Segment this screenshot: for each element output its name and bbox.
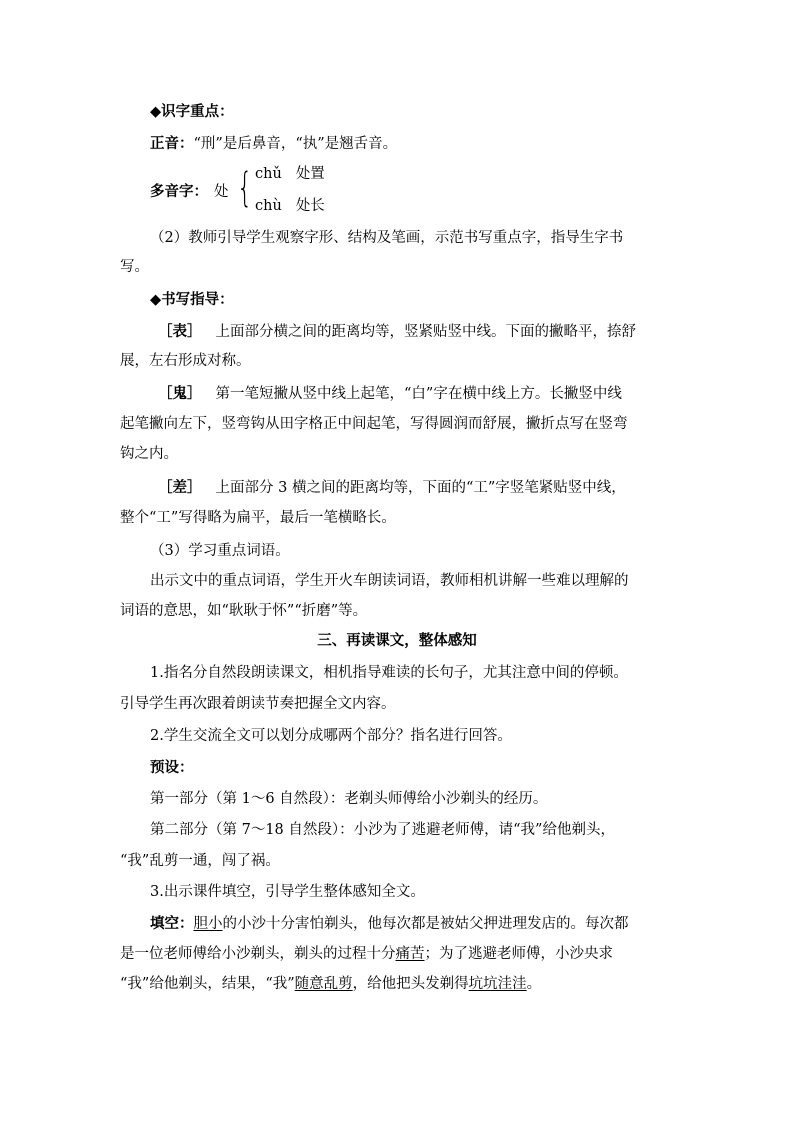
section-heading-writing-guide: ◆书写指导： [150, 291, 234, 308]
writing-guide-cha [158, 478, 626, 498]
paragraph-line: 展，左右形成对称。 [120, 353, 251, 369]
polyphonic-reading-1 [255, 164, 325, 184]
blank-answer: 胆小 [193, 916, 223, 932]
section-heading-key-characters: ◆识字重点： [150, 103, 234, 120]
fill-blank-line-3 [120, 974, 541, 994]
fill-blank-line-2 [120, 944, 613, 964]
guide-text: 上面部分横之间的距离均等，竖紧贴竖中线。下面的撇略平，捺舒 [215, 324, 636, 340]
char-label-biao: ［表］ [158, 323, 202, 340]
guide-text: 上面部分 3 横之间的距离均等，下面的“工”字竖笔紧贴竖中线， [215, 480, 626, 496]
fill-text: ，给他把头发剃得 [352, 976, 469, 992]
fill-text: “我”给他剃头，结果，“我” [120, 976, 295, 992]
word-2: 处长 [295, 198, 325, 214]
pronunciation-text: “刑”是后鼻音，“执”是翘舌音。 [193, 136, 398, 152]
paragraph-line: 2.学生交流全文可以划分成哪两个部分？指名进行回答。 [150, 728, 512, 744]
pronunciation-label: 正音： [150, 135, 194, 152]
paragraph-line: 整个“工”写得略为扁平，最后一笔横略长。 [120, 510, 396, 526]
paragraph-line: 第二部分（第 7～18 自然段）：小沙为了逃避老师傅，请“我”给他剃头， [150, 822, 615, 838]
paragraph-line: 钩之内。 [120, 446, 178, 462]
fill-text: ；为了逃避老师傅，小沙央求 [424, 946, 613, 962]
paragraph-line: 起笔撇向左下，竖弯钩从田字格正中间起笔，写得圆润而舒展，撇折点写在竖弯 [120, 416, 628, 432]
section-title: 三、再读课文，整体感知 [317, 632, 477, 649]
pinyin-1: chǔ [255, 166, 282, 182]
polyphonic-label: 多音字： [150, 183, 208, 200]
paragraph-line: （3）学习重点词语。 [150, 543, 290, 559]
blank-answer: 痛苦 [395, 946, 425, 962]
fill-blank-label: 填空： [150, 915, 194, 932]
paragraph-line: 1.指名分自然段朗读课文，相机指导难读的长句子，尤其注意中间的停顿。 [150, 665, 628, 681]
paragraph-line: 词语的意思，如“耿耿于怀”“折磨”等。 [120, 603, 368, 619]
char-label-gui: ［鬼］ [158, 385, 202, 402]
blank-answer: 坑坑洼洼 [468, 976, 527, 992]
word-1: 处置 [295, 166, 325, 182]
fill-text: 是一位老师傅给小沙剃头，剃头的过程十分 [120, 946, 396, 962]
paragraph-line: 第一部分（第 1～6 自然段）：老剃头师傅给小沙剃头的经历。 [150, 791, 548, 807]
blank-answer: 随意乱剪 [294, 976, 353, 992]
paragraph-line: 出示文中的重点词语，学生开火车朗读词语，教师相机讲解一些难以理解的 [150, 573, 629, 589]
paragraph-line: 3.出示课件填空，引导学生整体感知全文。 [150, 884, 425, 900]
fill-text: 。 [526, 976, 542, 992]
guide-text: 第一笔短撇从竖中线上起笔，“白”字在横中线上方。长撇竖中线 [215, 386, 622, 402]
pinyin-2: chù [255, 198, 282, 214]
preset-label: 预设： [150, 759, 194, 776]
fill-blank-line-1 [150, 914, 629, 934]
paragraph-line: （2）教师引导学生观察字形、结构及笔画，示范书写重点字，指导生字书 [150, 230, 624, 246]
paragraph-line: 引导学生再次跟着朗读节奏把握全文内容。 [120, 696, 396, 712]
polyphonic-char: 处 [214, 184, 229, 200]
paragraph-line: “我”乱剪一通，闯了祸。 [120, 853, 280, 869]
brace-icon: { [237, 165, 253, 211]
pronunciation-line [150, 134, 397, 154]
char-label-cha: ［差］ [158, 479, 202, 496]
writing-guide-biao [158, 322, 636, 342]
paragraph-line: 写。 [120, 259, 149, 275]
writing-guide-gui [158, 384, 622, 404]
fill-text: 的小沙十分害怕剃头，他每次都是被姑父押进理发店的。每次都 [222, 916, 629, 932]
polyphonic-reading-2 [255, 196, 325, 216]
